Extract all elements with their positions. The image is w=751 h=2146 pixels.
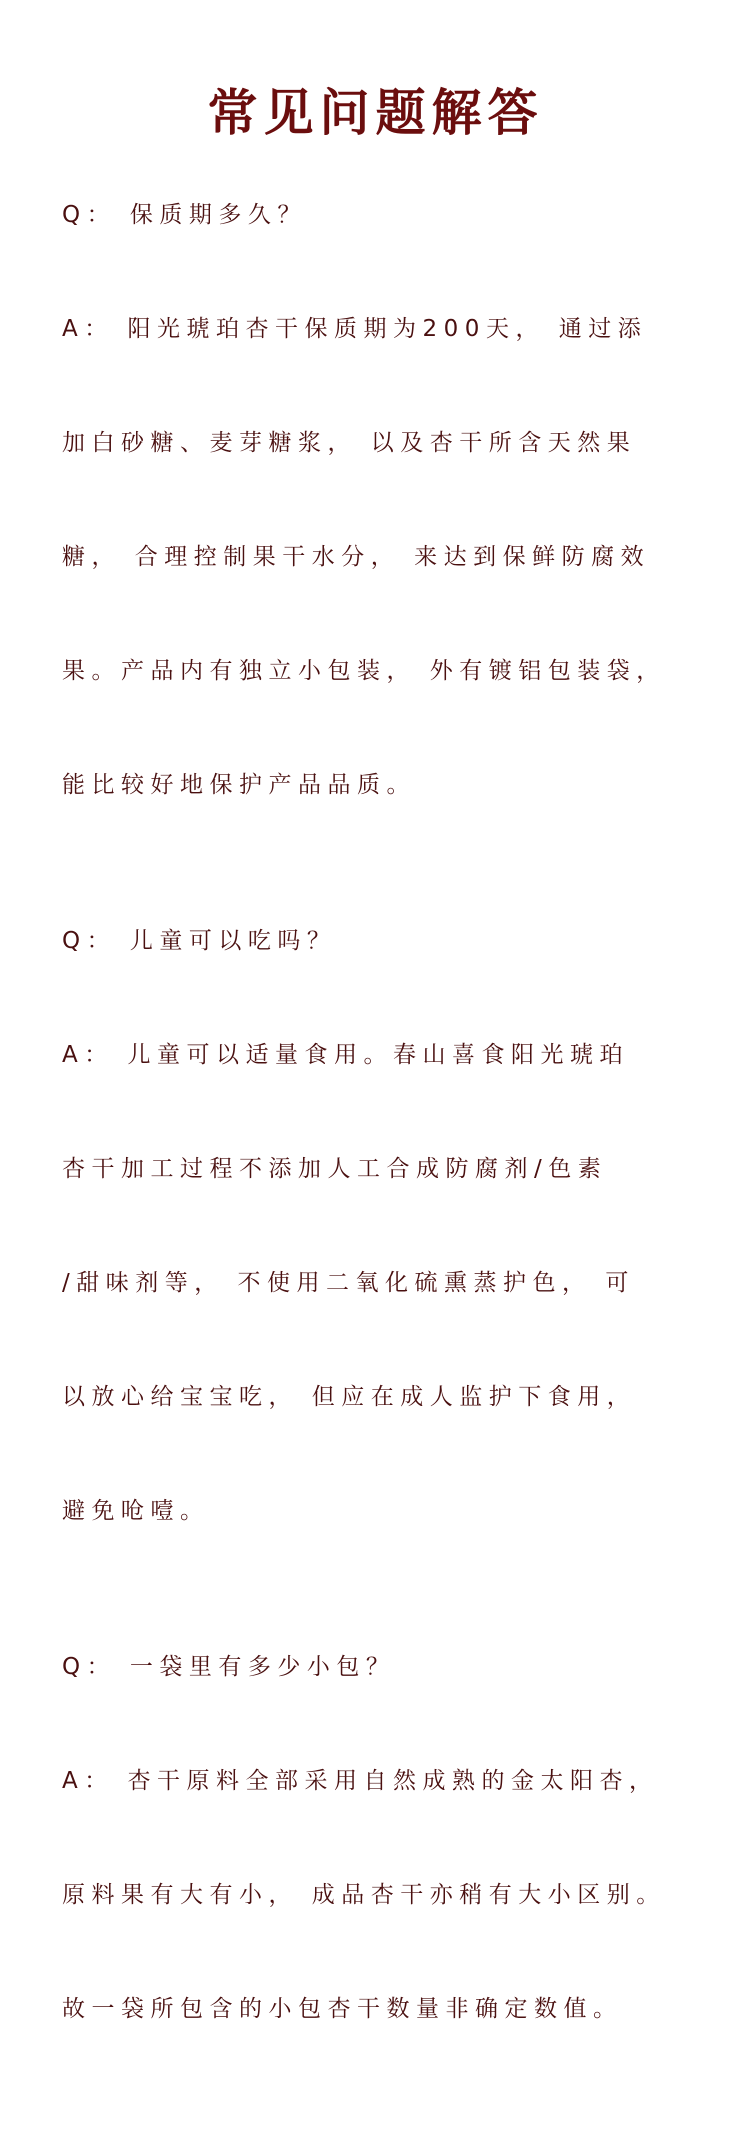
faq-answer-line: /甜味剂等， 不使用二氧化硫熏蒸护色， 可 <box>62 1270 635 1296</box>
faq-answer <box>62 234 722 880</box>
faq-answer-line: A： 儿童可以适量食用。春山喜食阳光琥珀 <box>62 1042 630 1068</box>
faq-answer <box>62 1686 722 2104</box>
faq-list <box>62 196 722 2146</box>
faq-question: Q： 保质期多久？ <box>62 202 307 228</box>
faq-answer <box>62 960 722 1606</box>
page-title: 常见问题解答 <box>207 83 544 142</box>
faq-answer-line: 能比较好地保护产品品质。 <box>62 772 416 798</box>
faq-item-children <box>62 922 722 1606</box>
faq-question: Q： 一袋里有多少小包？ <box>62 1654 396 1680</box>
faq-item-shelf-life <box>62 196 722 880</box>
faq-item-package-count <box>62 1648 722 2104</box>
faq-answer-line: 避免呛噎。 <box>62 1498 210 1524</box>
faq-answer-line: 果。产品内有独立小包装， 外有镀铝包装袋， <box>62 658 666 684</box>
faq-answer-line: A： 阳光琥珀杏干保质期为200天， 通过添 <box>62 316 648 342</box>
faq-question: Q： 儿童可以吃吗？ <box>62 928 337 954</box>
faq-answer-line: 以放心给宝宝吃， 但应在成人监护下食用， <box>62 1384 637 1410</box>
faq-answer-line: A： 杏干原料全部采用自然成熟的金太阳杏， <box>62 1768 659 1794</box>
faq-answer-line: 糖， 合理控制果干水分， 来达到保鲜防腐效 <box>62 544 651 570</box>
faq-answer-line: 原料果有大有小， 成品杏干亦稍有大小区别。 <box>62 1882 666 1908</box>
faq-answer-line: 加白砂糖、麦芽糖浆， 以及杏干所含天然果 <box>62 430 637 456</box>
faq-answer-line: 杏干加工过程不添加人工合成防腐剂/色素 <box>62 1156 608 1182</box>
faq-answer-line: 故一袋所包含的小包杏干数量非确定数值。 <box>62 1996 623 2022</box>
